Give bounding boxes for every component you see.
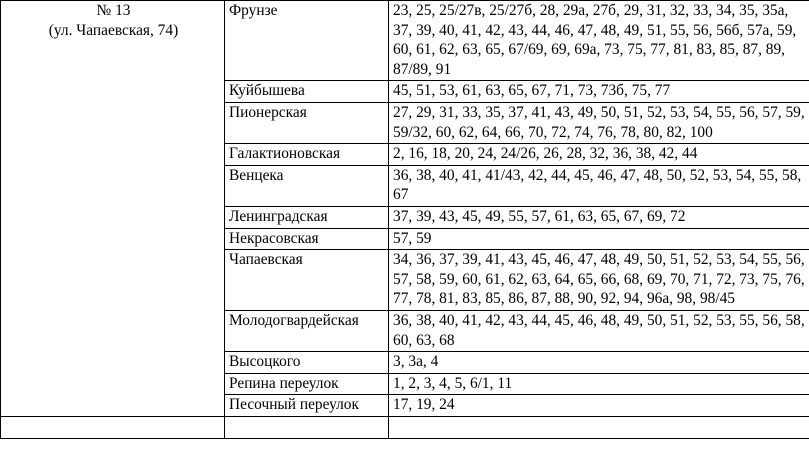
school-number: № 13 — [96, 2, 131, 19]
street-name: Песочный переулок — [225, 395, 389, 417]
street-name: Ленинградская — [225, 206, 389, 228]
street-name: Пионерская — [225, 102, 389, 143]
street-name: Венцека — [225, 165, 389, 206]
house-numbers: 57, 59 — [389, 228, 809, 250]
house-numbers: 23, 25, 25/27в, 25/27б, 28, 29а, 27б, 29, 31, 32, 33, 34, 35, 35а, 37, 39, 40, 41, 42, 43, 44, 46, 47, 48, 49, 51, 55, 56, 56б, 57а, 59, 60, 61, 62, 63, 65, 67/69, 69, 69а, 73, 75, 77, 81, 83, 85, 87, 89, 87/89, 91 — [389, 1, 809, 81]
street-name: Куйбышева — [225, 81, 389, 103]
street-name: Некрасовская — [225, 228, 389, 250]
house-numbers: 3, 3а, 4 — [389, 352, 809, 374]
house-numbers: 37, 39, 43, 45, 49, 55, 57, 61, 63, 65, 67, 69, 72 — [389, 206, 809, 228]
street-name: Галактионовская — [225, 144, 389, 166]
house-numbers: 45, 51, 53, 61, 63, 65, 67, 71, 73, 73б, 75, 77 — [389, 81, 809, 103]
street-name: Фрунзе — [225, 1, 389, 81]
street-name: Репина переулок — [225, 373, 389, 395]
street-name: Чапаевская — [225, 250, 389, 311]
house-numbers: 2, 16, 18, 20, 24, 24/26, 26, 28, 32, 36, 38, 42, 44 — [389, 144, 809, 166]
street-name: Высоцкого — [225, 352, 389, 374]
street-name: Молодогвардейская — [225, 310, 389, 351]
house-numbers: 36, 38, 40, 41, 41/43, 42, 44, 45, 46, 47, 48, 50, 52, 53, 54, 55, 58, 67 — [389, 165, 809, 206]
table-row-next-stub — [1, 416, 809, 438]
house-numbers: 36, 38, 40, 41, 42, 43, 44, 45, 46, 48, 49, 50, 51, 52, 53, 55, 56, 58, 60, 63, 68 — [389, 310, 809, 351]
table-row — [1, 1, 809, 81]
house-numbers: 1, 2, 3, 4, 5, 6/1, 11 — [389, 373, 809, 395]
house-numbers: 17, 19, 24 — [389, 395, 809, 417]
house-numbers: 27, 29, 31, 33, 35, 37, 41, 43, 49, 50, 51, 52, 53, 54, 55, 56, 57, 59, 59/32, 60, 62, 64, 66, 70, 72, 74, 76, 78, 80, 82, 100 — [389, 102, 809, 143]
school-cell — [1, 1, 225, 417]
school-address: (ул. Чапаевская, 74) — [48, 21, 179, 39]
house-numbers: 34, 36, 37, 39, 41, 43, 45, 46, 47, 48, 49, 50, 51, 52, 53, 54, 55, 56, 57, 58, 59, 60, 61, 62, 63, 64, 65, 66, 68, 69, 70, 71, 72, 73, 75, 76, 77, 78, 81, 83, 85, 86, 87, 88, 90, 92, 94, 96а, 98, 98/45 — [389, 250, 809, 311]
